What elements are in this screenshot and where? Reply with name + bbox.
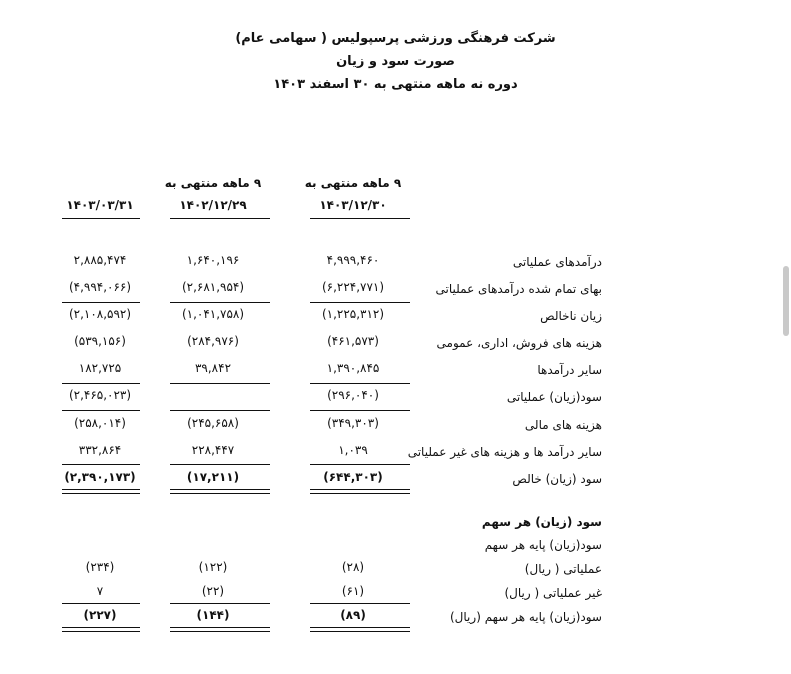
subtotal-rule <box>310 603 410 604</box>
row-label: سود(زیان) عملیاتی <box>506 390 602 404</box>
row-value: ۱,۳۹۰,۸۴۵ <box>326 361 380 375</box>
row-value: (۳۴۹,۳۰۳) <box>327 416 379 430</box>
row-value: (۲۸) <box>341 560 365 574</box>
subtotal-rule <box>310 383 410 384</box>
total-double-rule <box>170 489 270 494</box>
row-value: (۲۳۴) <box>85 560 115 574</box>
row-value: (۵۳۹,۱۵۶) <box>74 334 126 348</box>
row-value: (۶۴۴,۳۰۳) <box>323 470 383 484</box>
row-label: بهای تمام شده درآمدهای عملیاتی <box>435 282 602 296</box>
row-label: سود (زیان) خالص <box>512 472 602 486</box>
total-double-rule <box>170 627 270 632</box>
row-value: (۲۲) <box>201 584 225 598</box>
row-label: سایر درآمد ها و هزینه های غیر عملیاتی <box>407 445 602 459</box>
subtotal-rule <box>62 464 140 465</box>
row-value: (۸۹) <box>340 608 366 622</box>
row-label: هزینه های فروش، اداری، عمومی <box>436 336 602 350</box>
subtotal-rule <box>170 383 270 384</box>
row-value: (۱۲۲) <box>198 560 228 574</box>
column-1-title: ۹ ماهه منتهی به <box>304 176 402 190</box>
total-double-rule <box>62 489 140 494</box>
total-double-rule <box>62 627 140 632</box>
row-value: ۱,۶۴۰,۱۹۶ <box>186 253 240 267</box>
subtotal-rule <box>310 410 410 411</box>
row-value: ۳۹,۸۴۲ <box>194 361 232 375</box>
subtotal-rule <box>62 383 140 384</box>
subtotal-rule <box>170 603 270 604</box>
subtotal-rule <box>62 603 140 604</box>
row-value: (۶۱) <box>341 584 365 598</box>
subtotal-rule <box>170 464 270 465</box>
row-value: (۴۶۱,۵۷۳) <box>327 334 379 348</box>
row-label: سود(زیان) پایه هر سهم (ریال) <box>450 610 602 624</box>
row-value: (۱,۲۲۵,۳۱۲) <box>321 307 385 321</box>
row-value: ۲,۸۸۵,۴۷۴ <box>73 253 127 267</box>
eps-title: سود (زیان) هر سهم <box>481 515 602 529</box>
subtotal-rule <box>170 302 270 303</box>
total-double-rule <box>310 489 410 494</box>
row-value: ۱,۰۳۹ <box>338 443 368 457</box>
row-value: ۷ <box>96 584 104 598</box>
row-value: (۲۲۷) <box>83 608 117 622</box>
total-double-rule <box>310 627 410 632</box>
row-value: (۶,۲۲۴,۷۷۱) <box>321 280 385 294</box>
column-1-header-rule <box>310 218 410 219</box>
row-value: (۲۴۵,۶۵۸) <box>187 416 239 430</box>
column-3-header-rule <box>62 218 140 219</box>
row-value: (۲,۴۶۵,۰۲۳) <box>68 388 132 402</box>
column-2-header-rule <box>170 218 270 219</box>
column-3-date: ۱۴۰۳/۰۳/۳۱ <box>66 198 134 212</box>
subtotal-rule <box>310 464 410 465</box>
subtotal-rule <box>310 302 410 303</box>
subtotal-rule <box>170 410 270 411</box>
scrollbar-thumb[interactable] <box>783 266 789 336</box>
row-value: (۱۷,۲۱۱) <box>186 470 240 484</box>
subtotal-rule <box>62 302 140 303</box>
column-1-date: ۱۴۰۳/۱۲/۳۰ <box>319 198 387 212</box>
row-label: زیان ناخالص <box>540 309 602 323</box>
column-2-title: ۹ ماهه منتهی به <box>164 176 262 190</box>
row-value: (۲,۳۹۰,۱۷۳) <box>64 470 136 484</box>
period-title: دوره نه ماهه منتهی به ۳۰ اسفند ۱۴۰۳ <box>273 77 518 92</box>
row-value: ۲۲۸,۴۴۷ <box>191 443 235 457</box>
company-title: شرکت فرهنگی ورزشی پرسپولیس ( سهامی عام) <box>235 31 556 46</box>
statement-title: صورت سود و زیان <box>336 54 455 69</box>
subtotal-rule <box>62 410 140 411</box>
eps-subtitle: سود(زیان) پایه هر سهم <box>484 538 602 552</box>
row-value: ۴,۹۹۹,۴۶۰ <box>326 253 380 267</box>
row-value: (۱,۰۴۱,۷۵۸) <box>181 307 245 321</box>
row-label: عملیاتی ( ریال) <box>524 562 602 576</box>
row-label: غیر عملیاتی ( ریال) <box>504 586 602 600</box>
row-label: درآمدهای عملیاتی <box>512 255 602 269</box>
row-value: (۱۴۴) <box>196 608 230 622</box>
row-value: (۴,۹۹۴,۰۶۶) <box>68 280 132 294</box>
row-value: (۲,۶۸۱,۹۵۴) <box>181 280 245 294</box>
row-label: سایر درآمدها <box>537 363 602 377</box>
row-value: ۳۳۲,۸۶۴ <box>78 443 122 457</box>
row-value: ۱۸۲,۷۲۵ <box>78 361 122 375</box>
column-2-date: ۱۴۰۲/۱۲/۲۹ <box>179 198 247 212</box>
row-value: (۲۸۴,۹۷۶) <box>187 334 239 348</box>
row-value: (۲,۱۰۸,۵۹۲) <box>68 307 132 321</box>
row-label: هزینه های مالی <box>524 418 602 432</box>
row-value: (۲۹۶,۰۴۰) <box>327 388 379 402</box>
row-value: (۲۵۸,۰۱۴) <box>74 416 126 430</box>
